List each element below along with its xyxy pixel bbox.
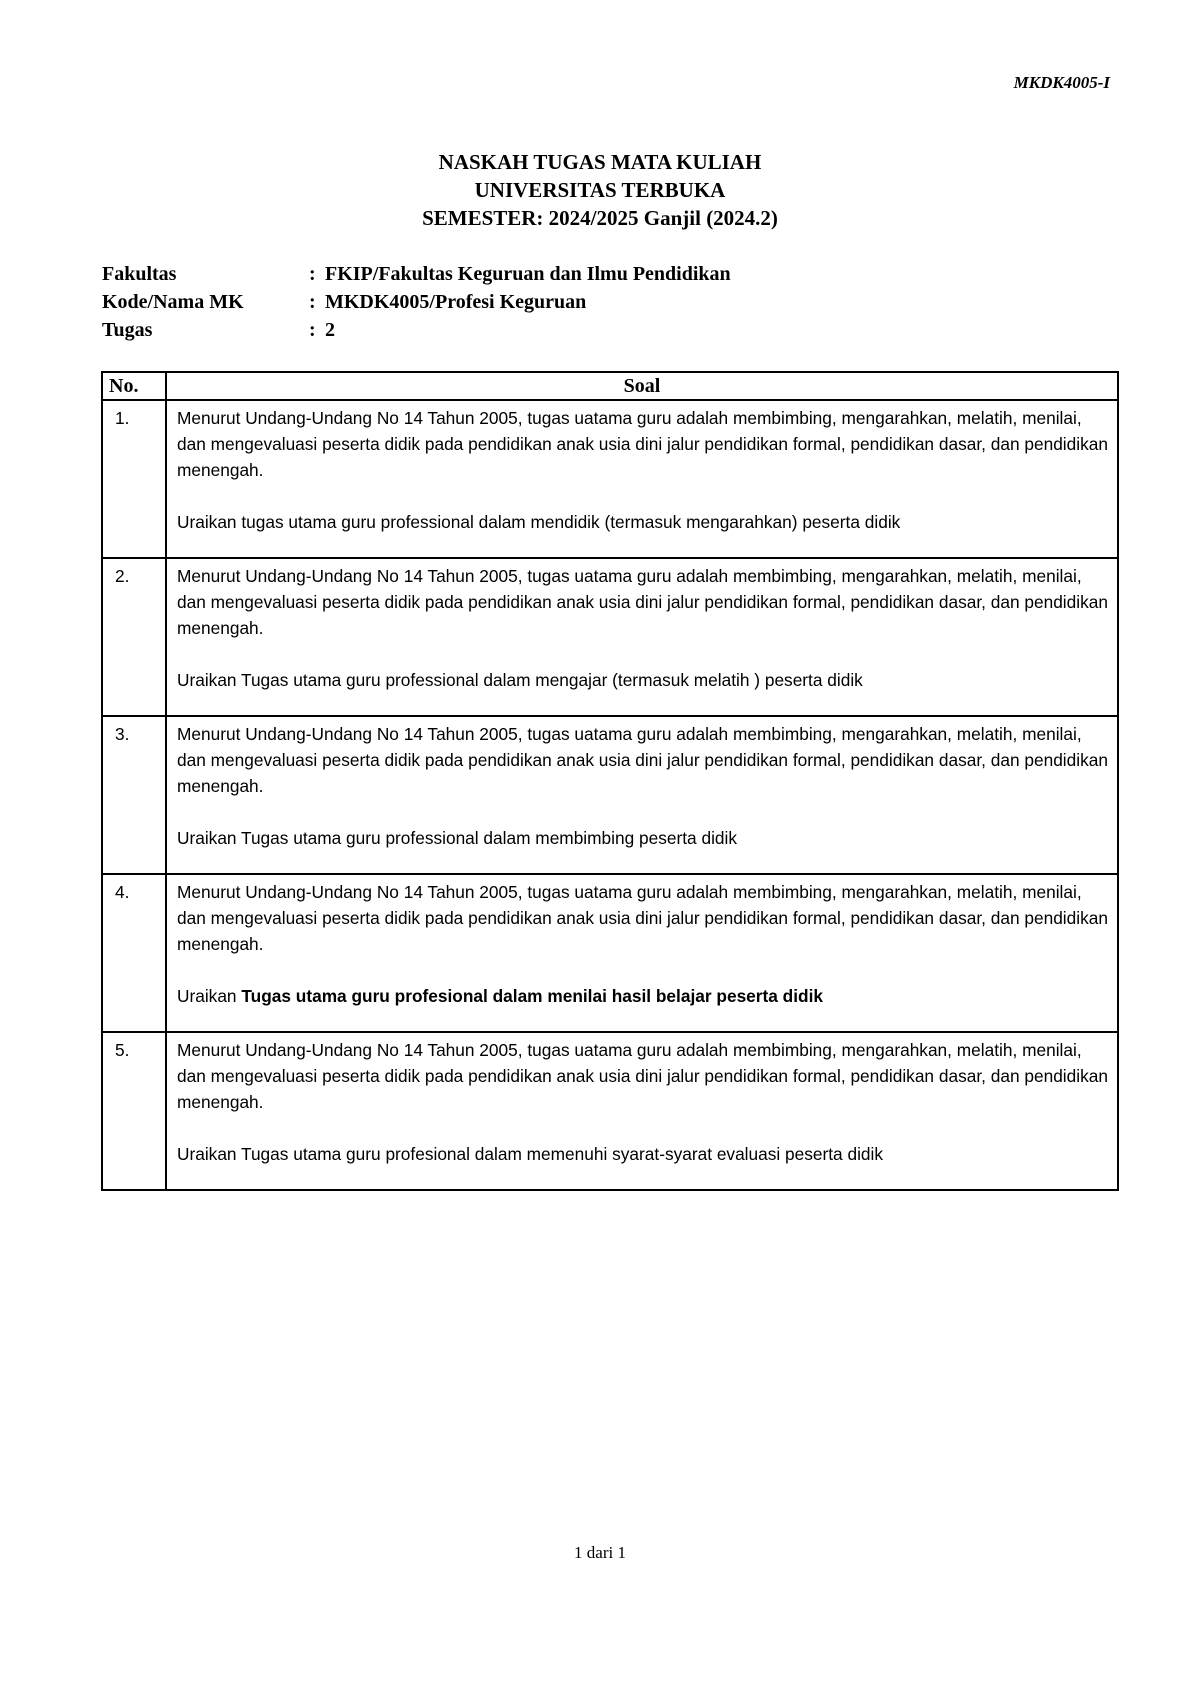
header-title: NASKAH TUGAS MATA KULIAH (438, 150, 762, 174)
question-context: Menurut Undang-Undang No 14 Tahun 2005, tugas uatama guru adalah membimbing, mengarahkan, melatih, menilai, dan mengevaluasi peserta didik pada pendidikan anak usia dini jalur pendidikan formal, pendidikan dasar, dan pendidikan menengah. (177, 1040, 1108, 1112)
questions-table (101, 371, 1119, 1191)
task-text: Uraikan Tugas utama guru professional dalam mengajar (termasuk melatih ) peserta didik (177, 670, 863, 690)
course-info-row-tugas (102, 316, 731, 344)
meta-label: Kode/Nama MK (102, 291, 244, 313)
task-text: Uraikan tugas utama guru professional dalam mendidik (termasuk mengarahkan) peserta didik (177, 512, 901, 532)
question-number: 5. (102, 1032, 166, 1190)
question-number: 3. (102, 716, 166, 874)
question-context: Menurut Undang-Undang No 14 Tahun 2005, tugas uatama guru adalah membimbing, mengarahkan, melatih, menilai, dan mengevaluasi peserta didik pada pendidikan anak usia dini jalur pendidikan formal, pendidikan dasar, dan pendidikan menengah. (177, 724, 1108, 796)
table-row (102, 1032, 1118, 1190)
question-task (177, 1141, 1111, 1167)
question-cell (166, 400, 1118, 558)
course-info-row-fakultas (102, 260, 731, 288)
meta-value: 2 (325, 319, 335, 341)
meta-value: MKDK4005/Profesi Keguruan (325, 291, 587, 313)
header-university: UNIVERSITAS TERBUKA (474, 178, 726, 202)
document-code: MKDK4005-I (1013, 73, 1110, 92)
column-header-no: No. (102, 372, 166, 400)
meta-label: Tugas (102, 319, 153, 341)
question-number: 4. (102, 874, 166, 1032)
question-context: Menurut Undang-Undang No 14 Tahun 2005, tugas uatama guru adalah membimbing, mengarahkan, melatih, menilai, dan mengevaluasi peserta didik pada pendidikan anak usia dini jalur pendidikan formal, pendidikan dasar, dan pendidikan menengah. (177, 566, 1108, 638)
page-number: 1 dari 1 (574, 1543, 626, 1562)
table-row (102, 558, 1118, 716)
document-header (0, 148, 1200, 232)
meta-label: Fakultas (102, 263, 177, 285)
table-row (102, 716, 1118, 874)
column-header-soal: Soal (166, 372, 1118, 400)
header-semester: SEMESTER: 2024/2025 Ganjil (2024.2) (422, 206, 778, 230)
question-context: Menurut Undang-Undang No 14 Tahun 2005, tugas uatama guru adalah membimbing, mengarahkan, melatih, menilai, dan mengevaluasi peserta didik pada pendidikan anak usia dini jalur pendidikan formal, pendidikan dasar, dan pendidikan menengah. (177, 882, 1108, 954)
task-text-bold: Tugas utama guru profesional dalam menilai hasil belajar peserta didik (241, 986, 824, 1006)
question-task (177, 825, 1111, 851)
question-context: Menurut Undang-Undang No 14 Tahun 2005, tugas uatama guru adalah membimbing, mengarahkan, melatih, menilai, dan mengevaluasi peserta didik pada pendidikan anak usia dini jalur pendidikan formal, pendidikan dasar, dan pendidikan menengah. (177, 408, 1108, 480)
question-number: 2. (102, 558, 166, 716)
meta-separator: : (309, 319, 316, 341)
table-header-row (102, 372, 1118, 400)
table-row (102, 874, 1118, 1032)
table-row (102, 400, 1118, 558)
question-number: 1. (102, 400, 166, 558)
question-cell (166, 874, 1118, 1032)
task-text: Uraikan Tugas utama guru professional dalam membimbing peserta didik (177, 828, 738, 848)
question-task (177, 667, 1111, 693)
question-cell (166, 558, 1118, 716)
question-task (177, 509, 1111, 535)
meta-value: FKIP/Fakultas Keguruan dan Ilmu Pendidikan (325, 263, 731, 285)
course-info-row-kode (102, 288, 731, 316)
meta-separator: : (309, 263, 316, 285)
question-cell (166, 716, 1118, 874)
task-text: Uraikan (177, 986, 242, 1006)
task-text: Uraikan Tugas utama guru profesional dalam memenuhi syarat-syarat evaluasi peserta didik (177, 1144, 884, 1164)
question-task (177, 983, 1111, 1009)
meta-separator: : (309, 291, 316, 313)
course-info (102, 260, 731, 344)
question-cell (166, 1032, 1118, 1190)
